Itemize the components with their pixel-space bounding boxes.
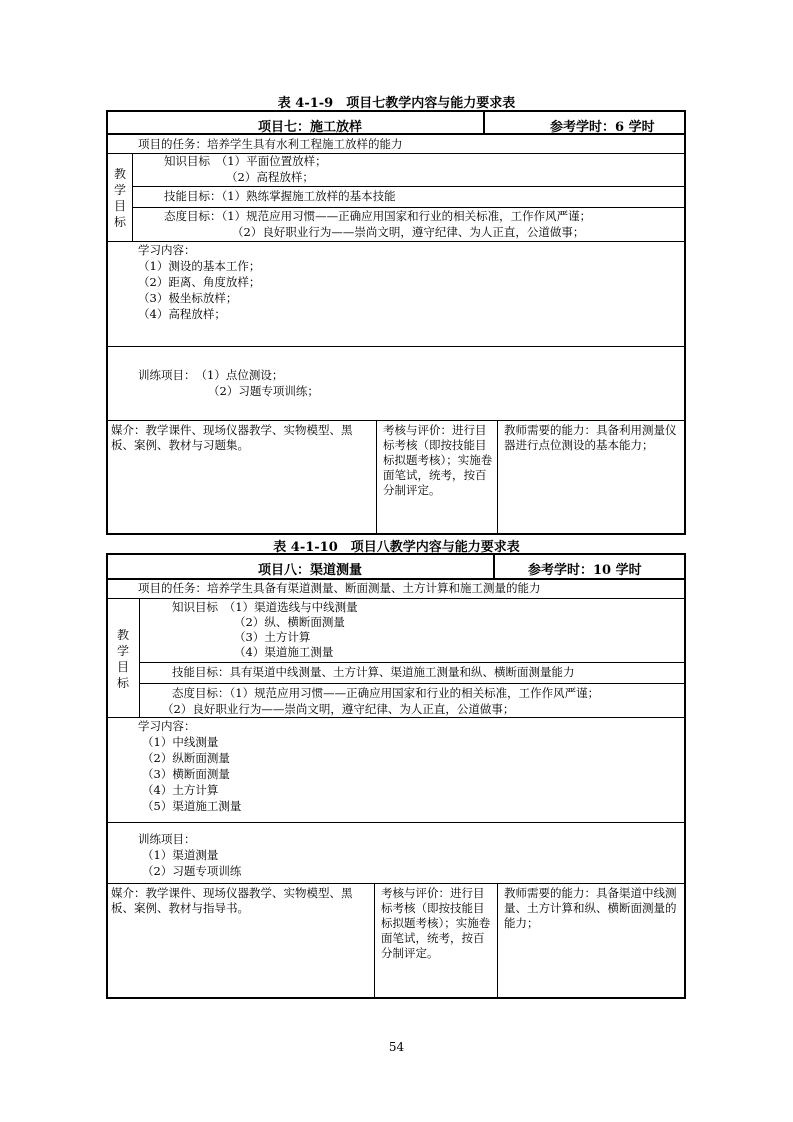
divider [497,883,498,999]
learning-content-item: （1）测设的基本工作； [138,259,261,273]
training-item: （2）习题专项训练 [142,864,242,878]
assessment: 考核与评价：进行目标考核（即按技能目标拟题考核）；实施卷面笔试，统考，按百分制评定。 [383,423,493,497]
goal-label-char: 教 [113,167,126,181]
attitude-goal: （2）良好职业行为——崇尚文明，遵守纪律、为人正直，公道做事； [232,225,585,239]
project-title: 项目七：施工放样 [258,120,363,135]
media: 媒介：教学课件、现场仪器教学、实物模型、黑板、案例、教材与指导书。 [111,886,353,915]
divider [497,420,498,535]
skill-goal: 技能目标：（1）熟练掌握施工放样的基本技能 [164,189,396,203]
divider [132,207,684,208]
knowledge-goal: 知识目标 （1）平面位置放样； [164,154,327,168]
learning-content-item: （5）渠道施工测量 [142,799,242,813]
teacher-ability: 教师需要的能力：具备利用测量仪器进行点位测设的基本能力； [504,423,677,452]
divider [108,578,684,580]
training-label: 训练项目： [138,832,196,846]
divider [139,598,140,717]
divider [108,133,684,135]
table-caption: 表 4-1-10 项目八教学内容与能力要求表 [273,540,520,555]
divider [132,186,684,187]
learning-content-item: （2）距离、角度放样； [138,275,261,289]
knowledge-goal: （2）高程放样； [226,170,314,184]
table-caption: 表 4-1-9 项目七教学内容与能力要求表 [277,96,516,111]
learning-content-item: （2）纵断面测量 [142,751,230,765]
knowledge-goal: 知识目标 （1）渠道选线与中线测量 [172,600,358,614]
goal-label-char: 学 [116,644,129,658]
divider [108,883,684,884]
table-project-8 [106,553,686,999]
divider [108,346,684,347]
learning-content-item: （1）中线测量 [142,735,219,749]
training-item: （2）习题专项训练； [208,384,319,398]
page-number: 54 [388,1040,405,1054]
divider [483,112,485,133]
learning-content-label: 学习内容： [138,243,196,257]
goal-label-char: 标 [116,676,129,690]
learning-content-label: 学习内容： [138,719,196,733]
learning-content-item: （3）横断面测量 [142,767,230,781]
training-item: （1）渠道测量 [142,848,219,862]
divider [132,153,133,241]
divider [108,822,684,823]
goal-label-char: 目 [113,199,126,213]
divider [108,241,684,242]
divider [108,598,684,599]
divider [108,420,684,421]
skill-goal: 技能目标：具有渠道中线测量、土方计算、渠道施工测量和纵、横断面测量能力 [172,665,575,679]
project-task: 项目的任务：培养学生具有水利工程施工放样的能力 [138,137,403,151]
divider [139,662,684,663]
attitude-goal: 态度目标：（1）规范应用习惯——正确应用国家和行业的相关标准，工作作风严谨； [164,209,592,223]
reference-hours: 参考学时：10 学时 [528,563,642,578]
learning-content-item: （4）土方计算 [142,783,219,797]
divider [139,683,684,684]
goal-label-char: 学 [113,183,126,197]
table-project-7 [106,110,686,535]
goal-label-char: 教 [116,628,129,642]
learning-content-item: （4）高程放样； [138,307,226,321]
reference-hours: 参考学时：6 学时 [550,120,655,135]
goal-label-char: 目 [116,660,129,674]
knowledge-goal: （4）渠道施工测量 [234,645,334,659]
learning-content-item: （3）极坐标放样； [138,291,238,305]
training-item: 训练项目： （1）点位测设； [138,368,284,382]
divider [493,555,495,578]
attitude-goal: 态度目标：（1）规范应用习惯——正确应用国家和行业的相关标准，工作作风严谨； [172,686,600,700]
divider [376,420,377,535]
teacher-ability: 教师需要的能力：具备渠道中线测量、土方计算和纵、横断面测量的能力； [504,886,677,930]
project-title: 项目八：渠道测量 [258,563,363,578]
divider [374,883,375,999]
knowledge-goal: （3）土方计算 [234,630,311,644]
attitude-goal: （2）良好职业行为——崇尚文明，遵守纪律、为人正直，公道做事； [162,702,515,716]
media: 媒介：教学课件、现场仪器教学、实物模型、黑板、案例、教材与习题集。 [111,423,353,452]
project-task: 项目的任务：培养学生具备有渠道测量、断面测量、土方计算和施工测量的能力 [138,581,541,595]
assessment: 考核与评价：进行目标考核（即按技能目标拟题考核）；实施卷面笔试，统考，按百分制评定。 [381,886,491,960]
divider [108,717,684,718]
knowledge-goal: （2）纵、横断面测量 [234,615,345,629]
goal-label-char: 标 [113,215,126,229]
